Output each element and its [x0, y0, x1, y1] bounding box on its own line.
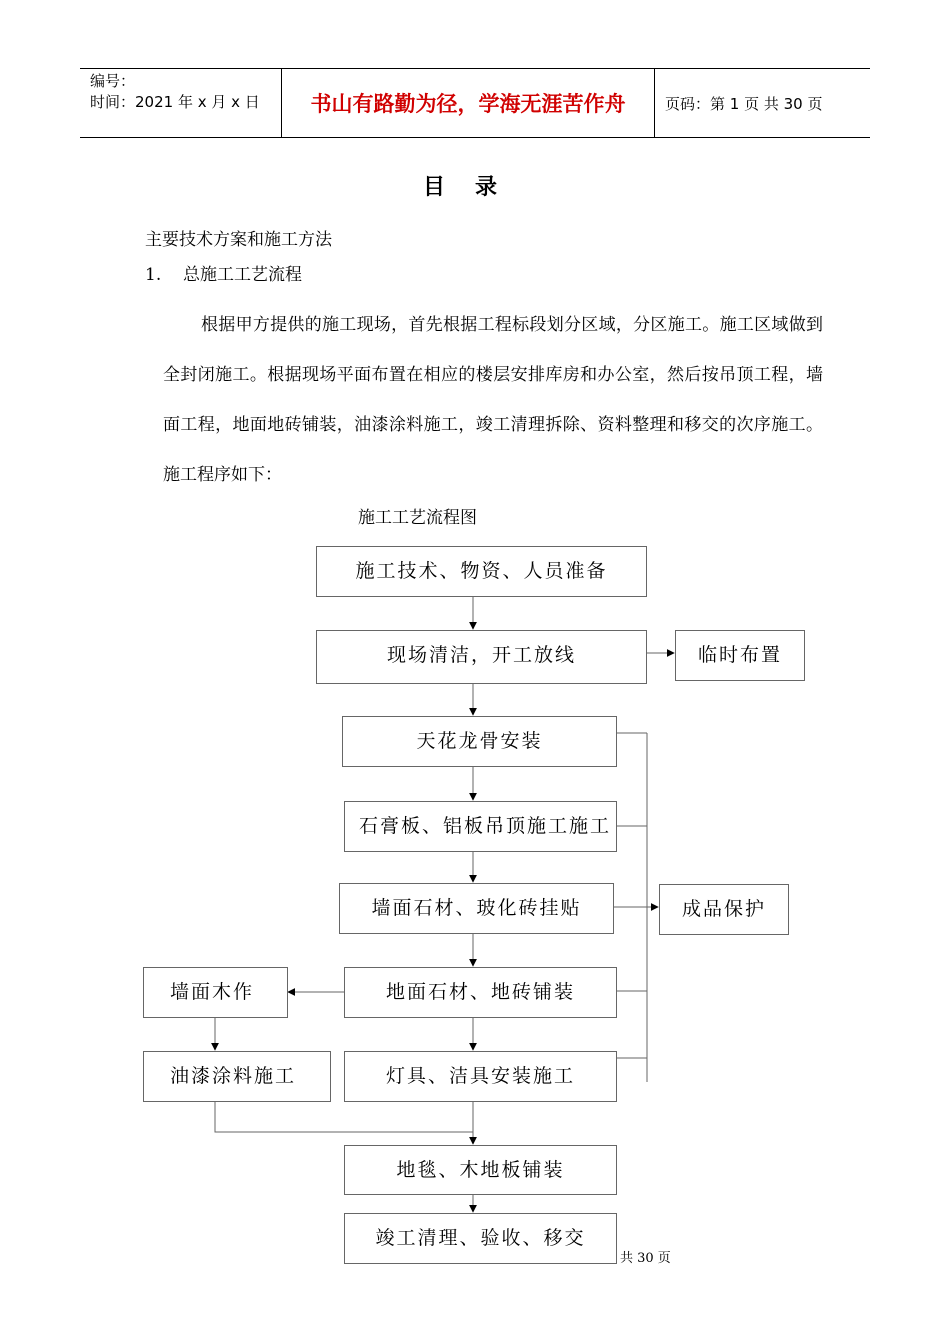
flow-step-ceiling-frame	[342, 716, 617, 767]
document-title: 目录	[422, 174, 527, 200]
flow-step-carpet	[344, 1145, 617, 1195]
toc-item-main: 主要技术方案和施工方法	[145, 230, 332, 250]
flow-step-fixtures	[344, 1051, 617, 1102]
flow-step-floor-stone	[344, 967, 617, 1018]
flow-step-label: 灯具、洁具安装施工	[385, 1065, 575, 1087]
header-page-info: 页码：第 1 页 共 30 页	[665, 94, 823, 113]
flow-step-label: 成品保护	[681, 898, 766, 920]
flow-step-prepare	[316, 546, 647, 597]
flow-left-painting	[143, 1051, 331, 1102]
flow-step-label: 油漆涂料施工	[170, 1065, 297, 1087]
header-time-label: 时间：2021 年 x 月 x 日	[90, 93, 260, 111]
flow-step-label: 施工技术、物资、人员准备	[355, 560, 608, 582]
figure-caption: 施工工艺流程图	[358, 508, 477, 528]
flow-step-label: 墙面石材、玻化砖挂贴	[371, 897, 582, 919]
flow-left-woodwork	[143, 967, 288, 1018]
page-footer: 共 30 页	[620, 1251, 671, 1266]
arrow-paint-carpet	[215, 1102, 473, 1132]
flow-step-label: 地面石材、地砖铺装	[385, 981, 575, 1003]
flow-step-site-clean	[316, 630, 647, 684]
header-number-label: 编号：	[90, 72, 136, 90]
body-paragraph: 根据甲方提供的施工现场，首先根据工程标段划分区域，分区施工。施工区域做到全封闭施工。根据现场平面布置在相应的楼层安排库房和办公室，然后按吊顶工程，墙面工程，地面地砖铺装，油漆涂料施工，竣工清理拆除、资料整理和移交的次序施工。施工程序如下：	[163, 315, 823, 485]
flow-step-handover	[344, 1213, 617, 1264]
toc-item-text: 总施工工艺流程	[183, 265, 302, 285]
flow-step-ceiling-board	[344, 801, 617, 852]
header-motto: 书山有路勤为径，学海无涯苦作舟	[310, 92, 626, 116]
flow-step-wall-stone	[339, 883, 614, 934]
toc-item-number: 1.	[145, 265, 162, 285]
flow-step-label: 天花龙骨安装	[416, 730, 543, 752]
flow-step-label: 竣工清理、验收、移交	[375, 1227, 586, 1249]
flow-side-temp-setup	[675, 630, 805, 681]
flow-step-label: 墙面木作	[170, 981, 255, 1003]
flow-step-label: 现场清洁，开工放线	[386, 644, 576, 666]
flow-step-label: 临时布置	[697, 644, 782, 666]
flow-step-label: 地毯、木地板铺装	[396, 1159, 565, 1181]
flow-step-label: 石膏板、铝板吊顶施工施工	[359, 815, 612, 837]
flow-side-protection	[659, 884, 789, 935]
